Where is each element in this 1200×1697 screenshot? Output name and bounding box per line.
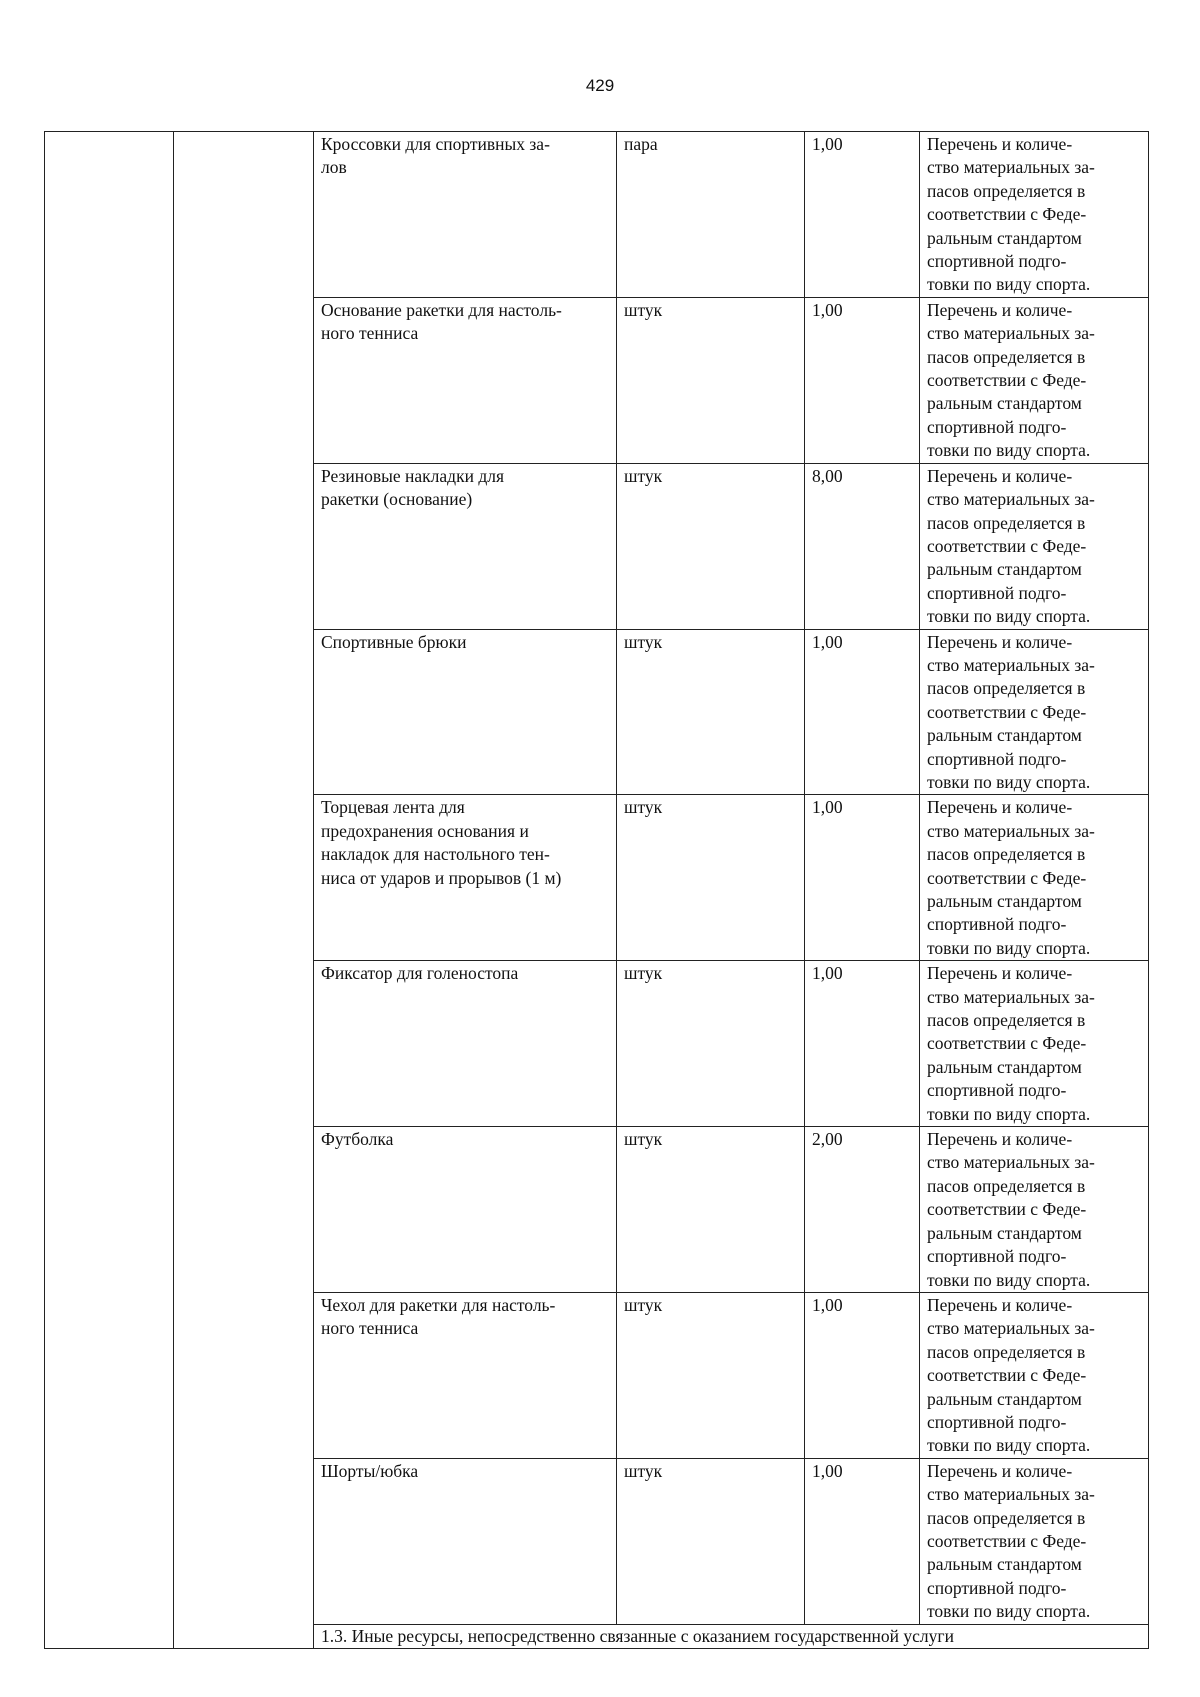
unit-cell: штук [617, 1292, 805, 1458]
table-row [45, 132, 1149, 298]
quantity-cell: 8,00 [805, 463, 920, 629]
note-cell: Перечень и количе- ство материальных за- пасов определяется в соответствии с Феде- ральным стандартом спортивной подго- товки по виду спорта. [920, 795, 1149, 961]
unit-cell: штук [617, 463, 805, 629]
note-cell: Перечень и количе- ство материальных за- пасов определяется в соответствии с Феде- ральным стандартом спортивной подго- товки по виду спорта. [920, 1458, 1149, 1624]
blank-column-2 [174, 132, 314, 1649]
note-cell: Перечень и количе- ство материальных за- пасов определяется в соответствии с Феде- ральным стандартом спортивной подго- товки по виду спорта. [920, 132, 1149, 298]
item-name-cell: Фиксатор для голеностопа [314, 961, 617, 1127]
item-name-cell: Резиновые накладки для ракетки (основание) [314, 463, 617, 629]
unit-cell: штук [617, 629, 805, 795]
note-cell: Перечень и количе- ство материальных за- пасов определяется в соответствии с Феде- ральным стандартом спортивной подго- товки по виду спорта. [920, 463, 1149, 629]
resources-table [44, 131, 1149, 1649]
section-heading: 1.3. Иные ресурсы, непосредственно связанные с оказанием государственной услуги [314, 1624, 1149, 1648]
item-name-cell: Чехол для ракетки для настоль- ного тенниса [314, 1292, 617, 1458]
item-name-cell: Спортивные брюки [314, 629, 617, 795]
item-name-cell: Основание ракетки для настоль- ного тенниса [314, 297, 617, 463]
quantity-cell: 1,00 [805, 297, 920, 463]
quantity-cell: 1,00 [805, 1292, 920, 1458]
note-cell: Перечень и количе- ство материальных за- пасов определяется в соответствии с Феде- ральным стандартом спортивной подго- товки по виду спорта. [920, 1292, 1149, 1458]
unit-cell: штук [617, 961, 805, 1127]
item-name-cell: Шорты/юбка [314, 1458, 617, 1624]
item-name-cell: Кроссовки для спортивных за- лов [314, 132, 617, 298]
quantity-cell: 1,00 [805, 961, 920, 1127]
quantity-cell: 1,00 [805, 1458, 920, 1624]
unit-cell: пара [617, 132, 805, 298]
quantity-cell: 1,00 [805, 629, 920, 795]
unit-cell: штук [617, 297, 805, 463]
quantity-cell: 2,00 [805, 1127, 920, 1293]
blank-column-1 [45, 132, 174, 1649]
unit-cell: штук [617, 795, 805, 961]
unit-cell: штук [617, 1458, 805, 1624]
item-name-cell: Футболка [314, 1127, 617, 1293]
resources-table-body [45, 132, 1149, 1649]
quantity-cell: 1,00 [805, 132, 920, 298]
note-cell: Перечень и количе- ство материальных за- пасов определяется в соответствии с Феде- ральным стандартом спортивной подго- товки по виду спорта. [920, 1127, 1149, 1293]
note-cell: Перечень и количе- ство материальных за- пасов определяется в соответствии с Феде- ральным стандартом спортивной подго- товки по виду спорта. [920, 629, 1149, 795]
unit-cell: штук [617, 1127, 805, 1293]
quantity-cell: 1,00 [805, 795, 920, 961]
note-cell: Перечень и количе- ство материальных за- пасов определяется в соответствии с Феде- ральным стандартом спортивной подго- товки по виду спорта. [920, 961, 1149, 1127]
note-cell: Перечень и количе- ство материальных за- пасов определяется в соответствии с Феде- ральным стандартом спортивной подго- товки по виду спорта. [920, 297, 1149, 463]
page-number: 429 [585, 76, 615, 95]
item-name-cell: Торцевая лента для предохранения основания и накладок для настольного тен- ниса от ударов и прорывов (1 м) [314, 795, 617, 961]
